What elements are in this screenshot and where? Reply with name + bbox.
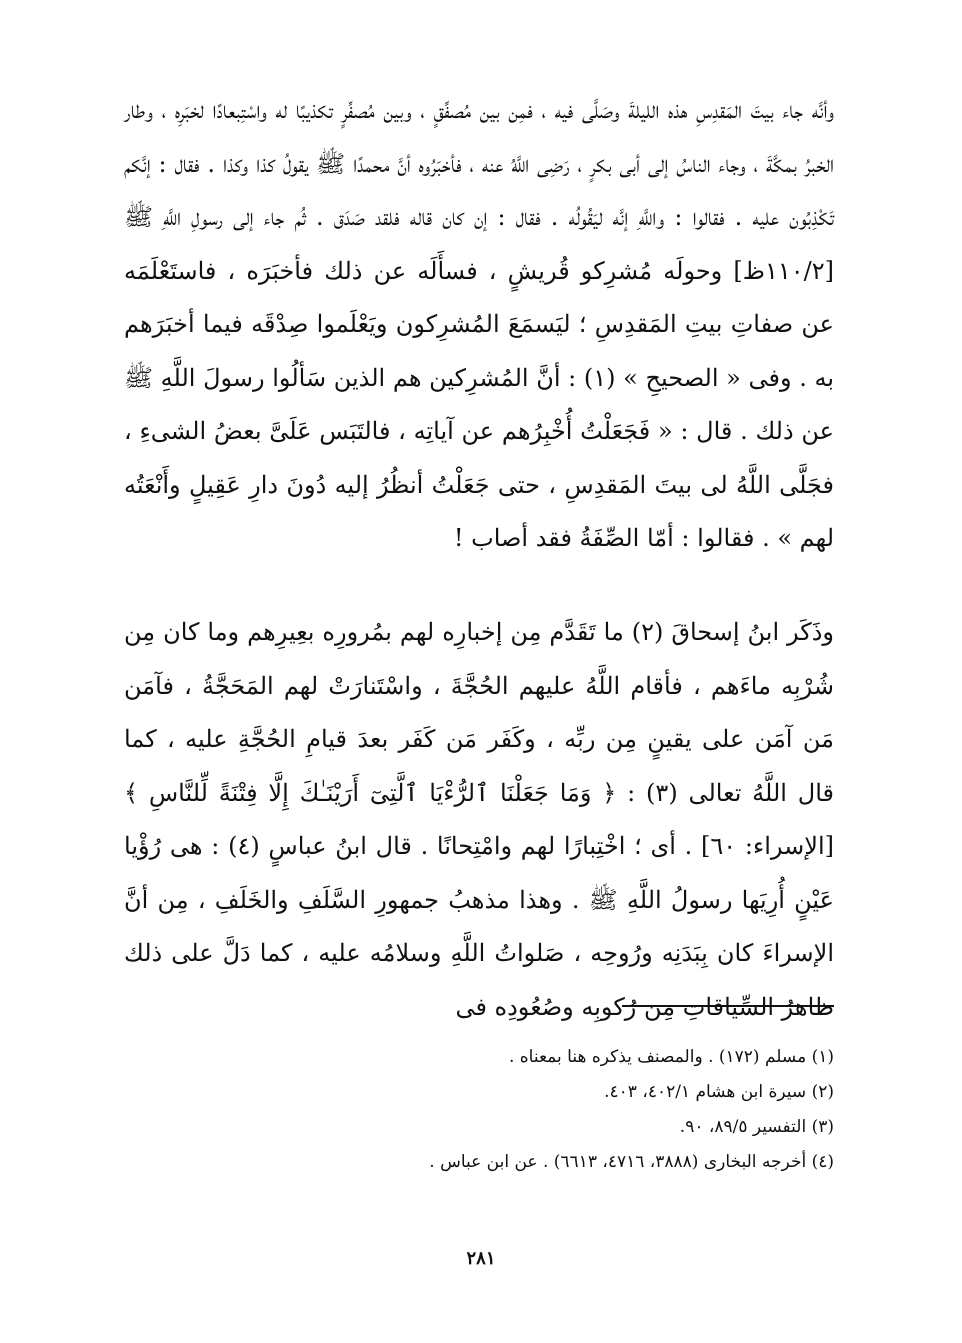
footnote-separator bbox=[622, 1005, 834, 1007]
page-number: ٢٨١ bbox=[466, 1248, 496, 1269]
footnotes bbox=[124, 1040, 834, 1180]
body-text-block-1 bbox=[124, 84, 834, 566]
body-paragraph: وأنَّه جاء بيتَ المَقدِسِ هذه الليلةَ وصَلَّى فيه ، فمِن بين مُصفِّقٍ ، وبين مُصفِّرٍ تكذيبًا له واسْتِبعادًا لخبَرِه ، وطار الخبرُ بمكَّةَ ، وجاء الناسُ إلى أبى بكرٍ ، رَضِى اللَّهُ عنه ، فأخبَرُوه أنَّ محمدًا ﷺ يقولُ كذا وكذا . فقال : إنَّكم تَكْذِبُون عليه . فقالوا : واللَّهِ إنَّه ليَقُولُه . فقال : إن كان قاله فلقد صَدَق . ثُم جاء إلى رسولِ اللَّهِ ﷺ [١١٠/٢ظ] وحولَه مُشرِكو قُريشٍ ، فسأَلَه عن ذلك فأخبَرَه ، فاستَعْلَمَه عن صفاتِ بيتِ المَقدِسِ ؛ ليَسمَعَ المُشرِكون ويَعْلَموا صِدْقَه فيما أخبَرَهم به . وفى « الصحيحِ » (١) : أنَّ المُشرِكين هم الذين سَألُوا رسولَ اللَّهِ ﷺ عن ذلك . قال : « فَجَعَلْتُ أُخْبِرُهم عن آياتِه ، فالتَبَس عَلَىَّ بعضُ الشىءِ ، فجَلَّى اللَّهُ لى بيتَ المَقدِسِ ، حتى جَعَلْتُ أنظُرُ إليه دُونَ دارِ عَقِيلٍ وأَنْعَتُه لهم » . فقالوا : أمّا الصِّفَةُ فقد أصاب ! bbox=[124, 96, 835, 552]
footnote-3: (٣) التفسير ٨٩/٥، ٩٠. bbox=[679, 1117, 834, 1137]
body-text-block-2 bbox=[124, 606, 834, 1034]
footnote-1: (١) مسلم (١٧٢) . والمصنف يذكره هنا بمعناه . bbox=[508, 1047, 834, 1067]
footnote-2: (٢) سيرة ابن هشام ٤٠٢/١، ٤٠٣. bbox=[604, 1082, 834, 1102]
footnote-4: (٤) أخرجه البخارى (٣٨٨٨، ٤٧١٦، ٦٦١٣) . عن ابن عباس . bbox=[429, 1152, 834, 1172]
body-paragraph: وذَكَر ابنُ إسحاقَ (٢) ما تَقَدَّم مِن إخبارِه لهم بمُرورِه بعِيرِهم وما كان مِن شُرْبِه ماءَهم ، فأقام اللَّهُ عليهم الحُجَّةَ ، واسْتَنارَتْ لهم المَحَجَّةُ ، فآمَن مَن آمَن على يقينٍ مِن ربِّه ، وكَفَر مَن كَفَر بعدَ قيامِ الحُجَّةِ عليه ، كما قال اللَّهُ تعالى (٣) : ﴿ وَمَا جَعَلْنَا ٱلرُّءْيَا ٱلَّتِىٓ أَرَيْنَـٰكَ إِلَّا فِتْنَةً لِّلنَّاسِ ﴾ [الإسراء: ٦٠] . أى ؛ اخْتِبارًا لهم وامْتِحانًا . قال ابنُ عباسٍ (٤) : هى رُؤْيا عَيْنٍ أُرِيَها رسولُ اللَّهِ ﷺ . وهذا مذهبُ جمهورِ السَّلَفِ والخَلَفِ ، مِن أنَّ الإسراءَ كان بِبَدَنِه ورُوحِه ، صَلواتُ اللَّهِ وسلامُه عليه ، كما دَلَّ على ذلك ظاهرُ السِّياقاتِ مِن رُكوبِه وصُعُودِه فى bbox=[124, 618, 835, 1021]
